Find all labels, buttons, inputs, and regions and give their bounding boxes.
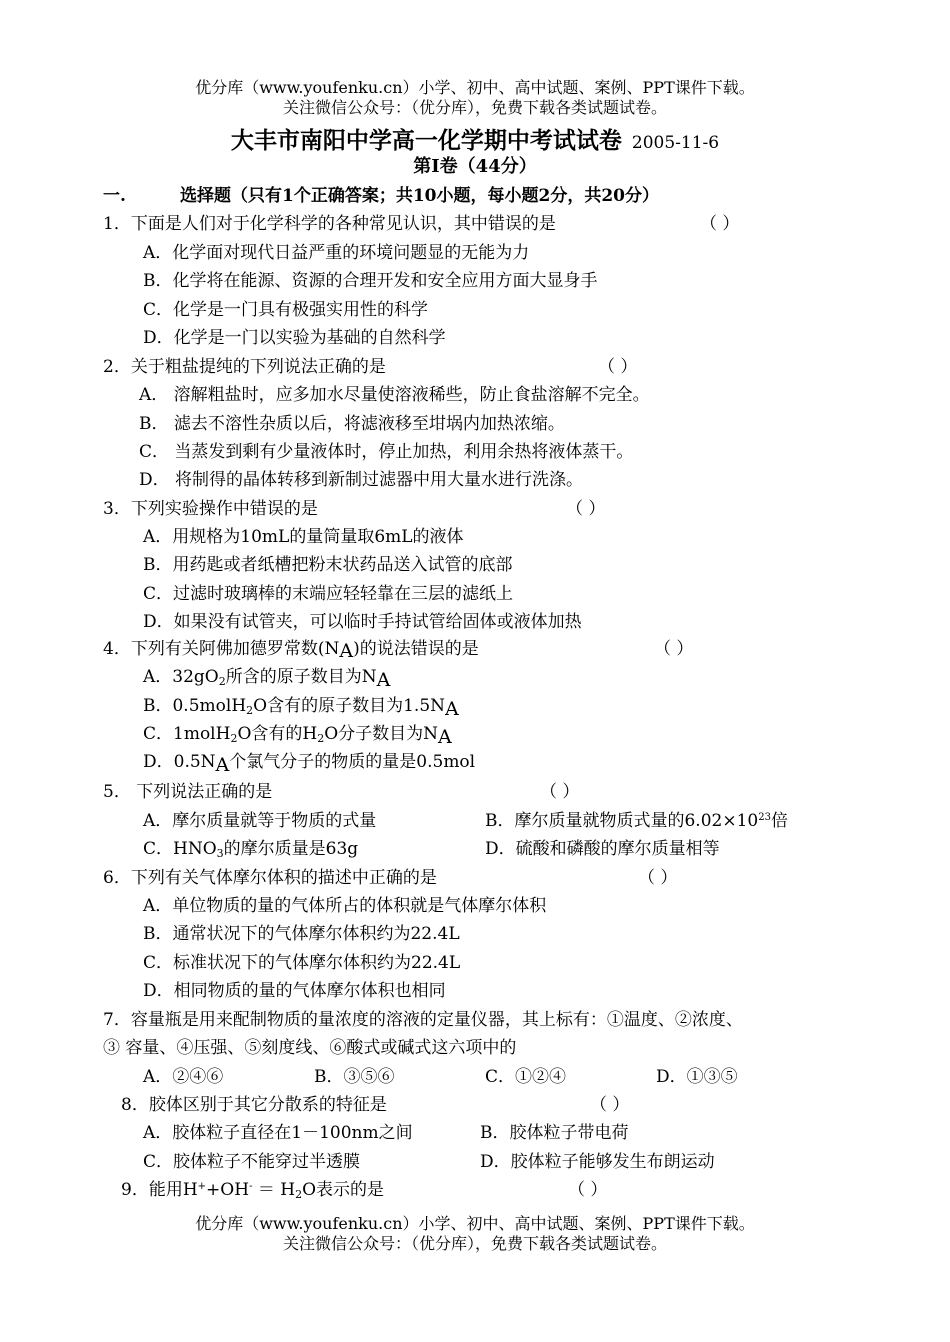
question-6-stem: 6．下列有关气体摩尔体积的描述中正确的是 [103,868,437,888]
question-3-option-a: A．用规格为10mL的量筒量取6mL的液体 [143,527,464,547]
question-8-answer-blank: （ ） [590,1095,630,1115]
question-3-option-c: C．过滤时玻璃棒的末端应轻轻靠在三层的滤纸上 [143,584,514,604]
q4-c-na: A [438,726,452,748]
section-number: 一. [103,186,126,206]
q4-b-sub: 2 [246,704,254,717]
question-8-option-c: C．胶体粒子不能穿过半透膜 [143,1152,361,1172]
question-9-stem [121,1178,384,1202]
question-1-stem: 1．下面是人们对于化学科学的各种常见认识，其中错误的是 [103,214,556,234]
exam-date: 2005-11-6 [631,133,720,153]
question-2-option-a: A． 溶解粗盐时，应多加水尽量使溶液稀些，防止食盐溶解不完全。 [139,385,650,405]
footer-line-1: 优分库（www.youfenku.cn）小学、初中、高中试题、案例、PPT课件下载。 [195,1214,755,1233]
question-4-answer-blank: （ ） [654,639,694,659]
question-6-option-c: C．标准状况下的气体摩尔体积约为22.4L [143,953,461,973]
q4-c-mid2: O分子数目为N [324,724,439,744]
question-8-option-a: A．胶体粒子直径在1－100nm之间 [143,1123,413,1143]
question-9-answer-blank: （ ） [568,1180,608,1200]
q4-a-sub: 2 [218,675,226,688]
q5-b-pre: B．摩尔质量就物质式量的6.02×10 [485,811,759,831]
question-3-stem: 3．下列实验操作中错误的是 [103,499,318,519]
part-subtitle: 第Ⅰ卷（44分） [413,156,537,177]
q5-c-pre: C．HNO [143,839,217,859]
q9-pre: 9．能用H [121,1180,198,1200]
question-7-option-b: B．③⑤⑥ [314,1067,395,1087]
q4-stem-post: )的说法错误的是 [353,639,479,659]
question-5-option-d: D．硫酸和磷酸的摩尔质量相等 [485,839,720,859]
q9-post: O表示的是 [302,1180,385,1200]
section-heading: 选择题（只有1个正确答案；共10小题，每小题2分，共20分） [180,186,659,206]
q4-b-na: A [445,698,459,720]
question-7-option-c: C．①②④ [485,1067,567,1087]
q9-mid2: ＝ H [252,1180,296,1200]
question-3-option-b: B．用药匙或者纸槽把粉末状药品送入试管的底部 [143,555,513,575]
exam-title-text: 大丰市南阳中学高一化学期中考试试卷 [230,127,622,154]
q4-d-pre: D．0.5N [143,752,216,772]
question-8-option-b: B．胶体粒子带电荷 [480,1123,629,1143]
q5-b-sup: 23 [758,812,771,823]
footer-line-2: 关注微信公众号：（优分库），免费下载各类试题试卷。 [282,1234,667,1253]
question-3-answer-blank: （ ） [566,499,606,519]
q4-b-pre: B．0.5molH [143,696,247,716]
question-5-stem: 5． 下列说法正确的是 [103,782,273,802]
question-1-answer-blank: （ ） [700,214,740,234]
q9-sup2: - [249,1181,253,1192]
question-1-option-a: A．化学面对现代日益严重的环境问题显的无能为力 [143,243,530,263]
question-7-option-a: A．②④⑥ [143,1067,224,1087]
question-8-option-d: D．胶体粒子能够发生布朗运动 [480,1152,715,1172]
question-4-option-d [143,750,475,777]
question-2-answer-blank: （ ） [598,357,638,377]
header-line-2: 关注微信公众号：（优分库），免费下载各类试题试卷。 [282,98,667,117]
q4-a-mid: 所含的原子数目为N [225,667,377,687]
q4-b-mid: O含有的原子数目为1.5N [253,696,446,716]
q4-c-pre: C．1molH [143,724,231,744]
q4-c-sub2: 2 [317,732,325,745]
q9-sup1: + [197,1181,207,1192]
question-4-stem [103,637,479,663]
question-7-stem-line-1: 7．容量瓶是用来配制物质的量浓度的溶液的定量仪器，其上标有：①温度、②浓度、 [103,1010,743,1030]
q4-stem-pre: 4．下列有关阿佛加德罗常数(N [103,639,340,659]
q4-stem-sub: A [339,640,354,662]
header-line-1: 优分库（www.youfenku.cn）小学、初中、高中试题、案例、PPT课件下载。 [195,78,755,97]
exam-title [0,126,950,158]
question-5-option-a: A．摩尔质量就等于物质的式量 [143,811,377,831]
question-1-option-c: C．化学是一门具有极强实用性的科学 [143,300,429,320]
q4-a-pre: A．32gO [143,667,219,687]
question-7-stem-line-2: ③ 容量、④压强、⑤刻度线、⑥酸式或碱式这六项中的 [103,1038,517,1058]
q4-d-na: A [215,754,230,776]
q4-a-na: A [376,669,391,691]
question-2-option-b: B． 滤去不溶性杂质以后，将滤液移至坩埚内加热浓缩。 [139,414,565,434]
question-6-answer-blank: （ ） [638,868,678,888]
question-6-option-a: A．单位物质的量的气体所占的体积就是气体摩尔体积 [143,896,547,916]
q5-c-sub: 3 [216,847,224,860]
question-6-option-b: B．通常状况下的气体摩尔体积约为22.4L [143,924,460,944]
question-3-option-d: D．如果没有试管夹，可以临时手持试管给固体或液体加热 [143,612,582,632]
question-5-option-c [143,837,358,861]
question-4-option-b [143,694,459,721]
question-7-option-d: D．①③⑤ [656,1067,738,1087]
q9-mid1: +OH [206,1180,250,1200]
question-4-option-c [143,722,452,749]
q4-c-sub: 2 [230,732,238,745]
question-6-option-d: D．相同物质的量的气体摩尔体积也相同 [143,981,446,1001]
question-2-stem: 2．关于粗盐提纯的下列说法正确的是 [103,357,386,377]
question-2-option-c: C． 当蒸发到剩有少量液体时，停止加热，利用余热将液体蒸干。 [139,442,634,462]
q5-b-post: 倍 [770,811,788,831]
question-5-answer-blank: （ ） [540,782,580,802]
q4-c-mid: O含有的H [237,724,318,744]
question-2-option-d: D． 将制得的晶体转移到新制过滤器中用大量水进行洗涤。 [139,470,584,490]
question-1-option-d: D．化学是一门以实验为基础的自然科学 [143,328,446,348]
question-5-option-b [485,809,788,833]
question-4-option-a [143,665,390,692]
q5-c-post: 的摩尔质量是63g [223,839,359,859]
question-8-stem: 8．胶体区别于其它分散系的特征是 [121,1095,387,1115]
question-1-option-b: B．化学将在能源、资源的合理开发和安全应用方面大显身手 [143,271,598,291]
q9-sub: 2 [295,1188,303,1201]
q4-d-post: 个氯气分子的物质的量是0.5mol [229,752,476,772]
